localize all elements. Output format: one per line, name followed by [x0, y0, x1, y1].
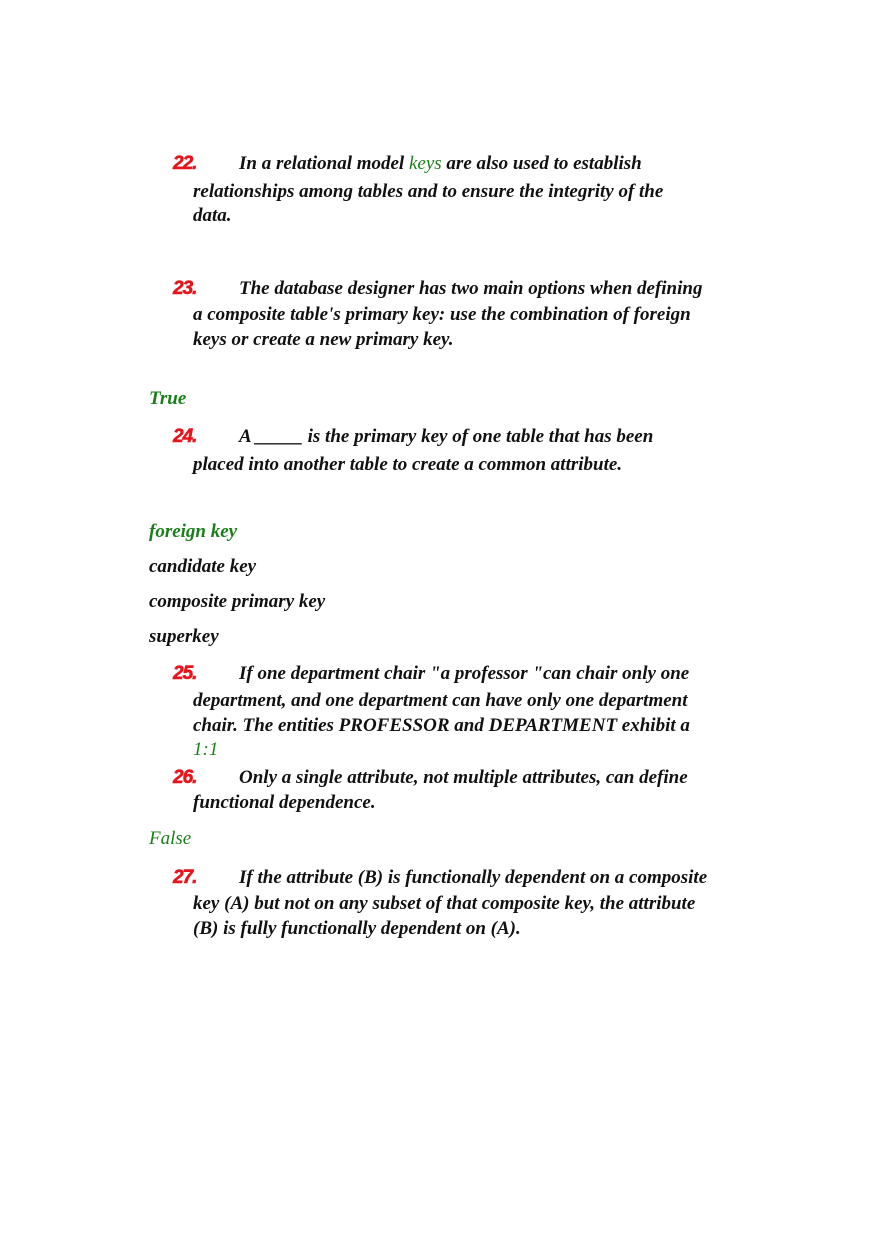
option: candidate key [149, 556, 257, 577]
text-segment: are also used to establish [441, 153, 642, 174]
answer-text: 1:1 [193, 739, 219, 760]
question-text-line: department, and one department can have only one department [193, 690, 688, 711]
highlighted-answer: keys [408, 153, 442, 174]
question-text-line: If the attribute (B) is functionally dependent on a composite [239, 867, 708, 888]
question-text-line: placed into another table to create a common attribute. [193, 454, 623, 475]
question-number: 23. [173, 278, 197, 299]
question-text-line: chair. The entities PROFESSOR and DEPARTMENT exhibit a [193, 715, 690, 736]
text-segment: In a relational model [239, 153, 409, 174]
answer-text: False [149, 828, 192, 849]
question-text-line: keys or create a new primary key. [193, 329, 454, 350]
question-text-line: data. [193, 205, 232, 226]
question-text-line: A _____ is the primary key of one table that has been [239, 426, 654, 447]
question-number: 25. [173, 663, 197, 684]
question-number: 27. [173, 867, 197, 888]
question-number: 26. [173, 767, 197, 788]
question-text-line: The database designer has two main options when defining [239, 278, 703, 299]
question-text-line: key (A) but not on any subset of that composite key, the attribute [193, 893, 696, 914]
answer-text: True [149, 388, 187, 409]
option: composite primary key [149, 591, 326, 612]
question-text-line: functional dependence. [193, 792, 376, 813]
question-text-line [239, 152, 642, 176]
option-correct: foreign key [149, 521, 238, 542]
question-text-line: relationships among tables and to ensure the integrity of the [193, 181, 664, 202]
question-text-line: If one department chair "a professor "can chair only one [239, 663, 690, 684]
question-text-line: a composite table's primary key: use the combination of foreign [193, 304, 691, 325]
question-number: 24. [173, 426, 197, 447]
question-text-line: (B) is fully functionally dependent on (A). [193, 918, 521, 939]
option: superkey [149, 626, 219, 647]
question-number: 22. [173, 153, 197, 174]
question-text-line: Only a single attribute, not multiple attributes, can define [239, 767, 688, 788]
